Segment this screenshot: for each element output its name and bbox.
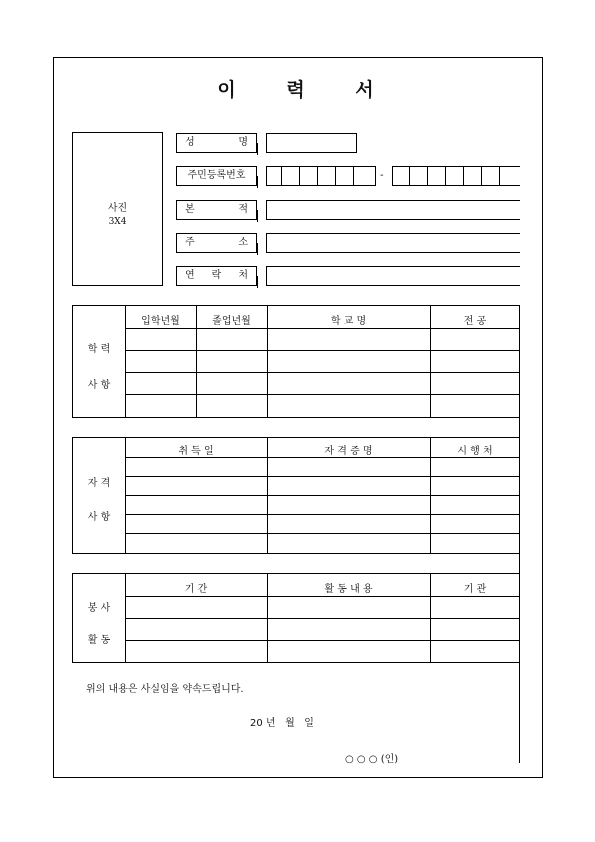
education-header-major: 전 공 bbox=[463, 316, 487, 327]
address-field[interactable] bbox=[266, 233, 520, 253]
date-line: 20 년 월 일 bbox=[250, 718, 314, 729]
connector bbox=[257, 210, 258, 222]
photo-size: 3X4 bbox=[108, 217, 127, 227]
rrn-back-field[interactable] bbox=[392, 166, 520, 186]
name-label: 성 명 bbox=[176, 133, 257, 153]
connector bbox=[257, 276, 258, 288]
education-side-label-2: 사 항 bbox=[87, 380, 111, 391]
certification-side-label-1: 자 격 bbox=[87, 478, 111, 489]
connector bbox=[257, 143, 258, 155]
certification-header-issuer: 시 행 처 bbox=[457, 446, 493, 457]
connector bbox=[257, 176, 258, 188]
education-side-label-1: 학 력 bbox=[87, 344, 111, 355]
rrn-front-field[interactable] bbox=[266, 166, 376, 186]
contact-label: 연 락 처 bbox=[176, 266, 257, 286]
volunteer-header-organization: 기 관 bbox=[463, 584, 487, 595]
contact-field[interactable] bbox=[266, 266, 520, 286]
certification-header-date: 취 득 일 bbox=[178, 446, 214, 457]
volunteer-table bbox=[72, 573, 520, 663]
right-rule bbox=[519, 305, 520, 763]
education-header-admission: 입학년월 bbox=[141, 316, 180, 327]
document-title: 이 력 서 bbox=[217, 79, 396, 101]
education-header-school: 학 교 명 bbox=[330, 316, 367, 327]
volunteer-side-label-1: 봉 사 bbox=[87, 603, 111, 614]
certification-side-label-2: 사 항 bbox=[87, 512, 111, 523]
origin-label: 본 적 bbox=[176, 200, 257, 220]
certification-table bbox=[72, 437, 520, 554]
certification-header-name: 자 격 증 명 bbox=[324, 446, 373, 457]
pledge-text: 위의 내용은 사실임을 약속드립니다. bbox=[86, 684, 244, 695]
origin-field[interactable] bbox=[266, 200, 520, 220]
rrn-label: 주민등록번호 bbox=[176, 166, 257, 186]
volunteer-header-period: 기 간 bbox=[184, 584, 208, 595]
education-table bbox=[72, 305, 520, 418]
photo-box bbox=[72, 132, 163, 286]
education-header-graduation: 졸업년월 bbox=[212, 316, 251, 327]
address-label: 주 소 bbox=[176, 233, 257, 253]
rrn-dash: - bbox=[380, 170, 384, 181]
volunteer-header-activity: 활 동 내 용 bbox=[324, 584, 373, 595]
connector bbox=[257, 243, 258, 255]
name-field[interactable] bbox=[266, 133, 357, 153]
volunteer-side-label-2: 활 동 bbox=[87, 635, 111, 646]
signature-line: ○ ○ ○ (인) bbox=[345, 754, 399, 765]
photo-label: 사진 bbox=[107, 203, 128, 214]
